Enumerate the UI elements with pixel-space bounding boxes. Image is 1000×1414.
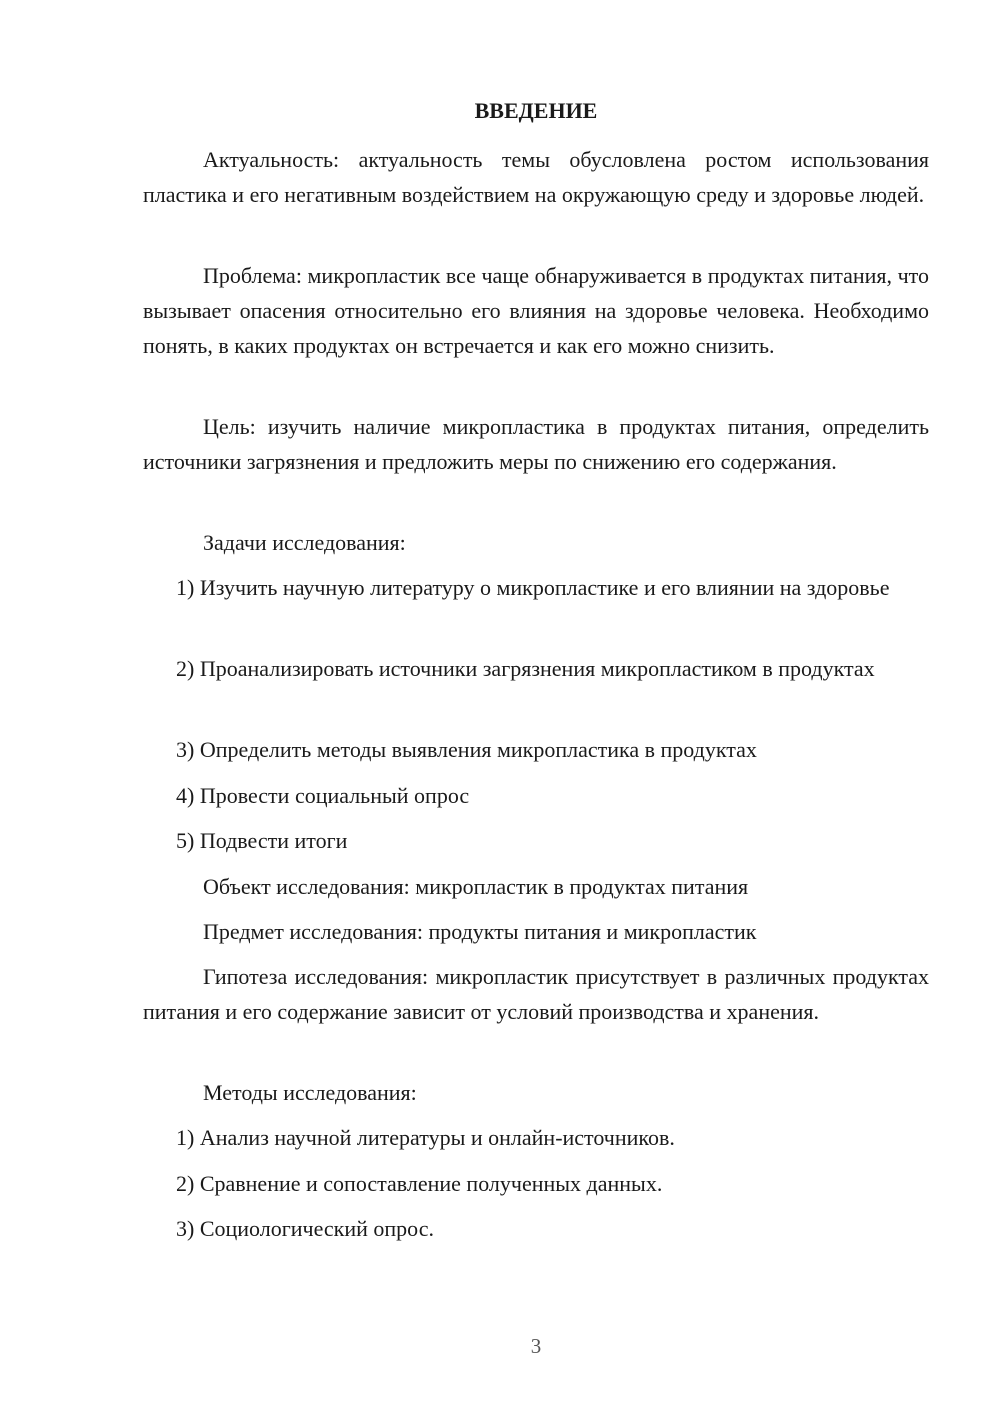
- task-item-1: 1) Изучить научную литературу о микропластике и его влиянии на здоровье: [176, 575, 890, 600]
- page-title: ВВЕДЕНИЕ: [474, 98, 598, 123]
- method-item-1: 1) Анализ научной литературы и онлайн-источников.: [176, 1125, 675, 1150]
- goal-paragraph: Цель: изучить наличие микропластика в продуктах питания, определить источники загрязнения и предложить меры по снижению его содержания.: [143, 414, 929, 474]
- method-item-3: 3) Социологический опрос.: [176, 1216, 434, 1241]
- task-item-5: 5) Подвести итоги: [176, 828, 348, 853]
- research-object: Объект исследования: микропластик в продуктах питания: [203, 874, 749, 899]
- relevance-paragraph: Актуальность: актуальность темы обусловлена ростом использования пластика и его негативным воздействием на окружающую среду и здоровье людей.: [143, 147, 929, 207]
- problem-paragraph: Проблема: микропластик все чаще обнаруживается в продуктах питания, что вызывает опасения относительно его влияния на здоровье человека. Необходимо понять, в каких продуктах он встречается и как его можно снизить.: [143, 263, 929, 358]
- task-item-3: 3) Определить методы выявления микропластика в продуктах: [176, 737, 757, 762]
- methods-heading: Методы исследования:: [203, 1080, 417, 1105]
- research-subject: Предмет исследования: продукты питания и микропластик: [203, 919, 757, 944]
- task-item-4: 4) Провести социальный опрос: [176, 783, 470, 808]
- method-item-2: 2) Сравнение и сопоставление полученных данных.: [176, 1171, 663, 1196]
- task-item-2: 2) Проанализировать источники загрязнения микропластиком в продуктах: [176, 656, 875, 681]
- hypothesis-paragraph: Гипотеза исследования: микропластик присутствует в различных продуктах питания и его содержание зависит от условий производства и хранения.: [143, 964, 929, 1024]
- tasks-heading: Задачи исследования:: [203, 530, 406, 555]
- page-number: 3: [530, 1334, 542, 1358]
